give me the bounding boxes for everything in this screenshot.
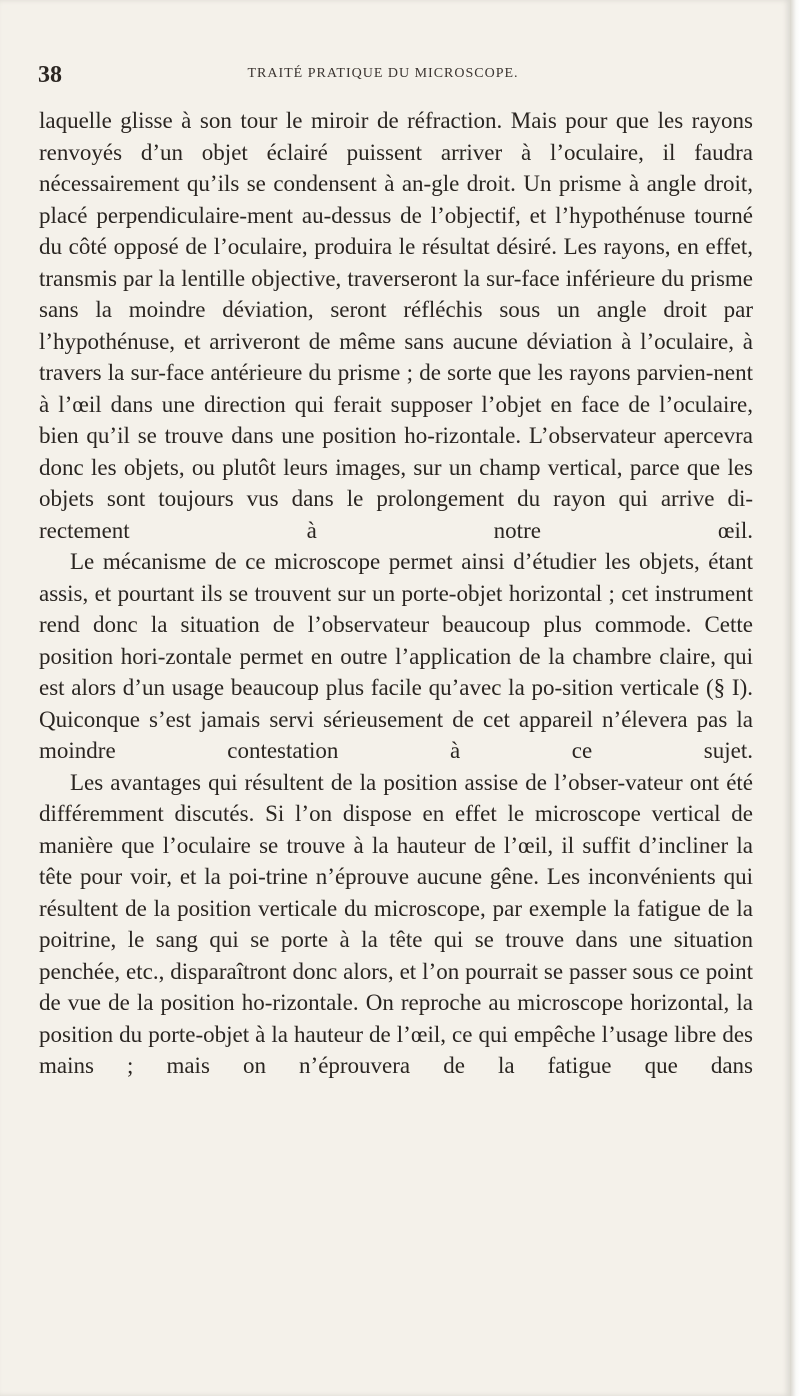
body-text: [39, 105, 753, 1082]
page-header: [38, 62, 758, 92]
paragraph-3: Les avantages qui résultent de la position assise de l’obser-vateur ont été différemment discutés. Si l’on dispose en effet le microscope vertical de manière que l’oculaire se trouve à la hauteur de l’œil, il suffit d’incliner la tête pour voir, et la poi-trine n’éprouve aucune gêne. Les inconvénients qui résultent de la position verticale du microscope, par exemple la fatigue de la poitrine, le sang qui se porte à la tête qui se trouve dans une situation penchée, etc., disparaîtront donc alors, et l’on pourrait se passer sous ce point de vue de la position ho-rizontale. On reproche au microscope horizontal, la position du porte-objet à la hauteur de l’œil, ce qui empêche l’usage libre des mains ; mais on n’éprouvera de la fatigue que dans: [39, 769, 753, 1078]
running-title: TRAITÉ PRATIQUE DU MICROSCOPE.: [247, 66, 519, 81]
paragraph-1: laquelle glisse à son tour le miroir de réfraction. Mais pour que les rayons renvoyés d’un objet éclairé puissent arriver à l’oculaire, il faudra nécessairement qu’ils se condensent à an-gle droit. Un prisme à angle droit, placé perpendiculaire-ment au-dessus de l’objectif, et l’hypothénuse tourné du côté opposé de l’oculaire, produira le résultat désiré. Les rayons, en effet, transmis par la lentille objective, traverseront la sur-face inférieure du prisme sans la moindre déviation, seront réfléchis sous un angle droit par l’hypothénuse, et arriveront de même sans aucune déviation à l’oculaire, à travers la sur-face antérieure du prisme ; de sorte que les rayons parvien-nent à l’œil dans une direction qui ferait supposer l’objet en face de l’oculaire, bien qu’il se trouve dans une position ho-rizontale. L’observateur apercevra donc les objets, ou plutôt leurs images, sur un champ vertical, parce que les objets sont toujours vus dans le prolongement du rayon qui arrive di-rectement à notre œil.: [39, 108, 753, 543]
page-edge: [790, 0, 800, 1396]
page-number: 38: [38, 62, 62, 88]
paragraph-2: Le mécanisme de ce microscope permet ainsi d’étudier les objets, étant assis, et pourtant ils se trouvent sur un porte-objet horizontal ; cet instrument rend donc la situation de l’observateur beaucoup plus commode. Cette position hori-zontale permet en outre l’application de la chambre claire, qui est alors d’un usage beaucoup plus facile qu’avec la po-sition verticale (§ I). Quiconque s’est jamais servi sérieusement de cet appareil n’élevera pas la moindre contestation à ce sujet.: [39, 549, 753, 763]
